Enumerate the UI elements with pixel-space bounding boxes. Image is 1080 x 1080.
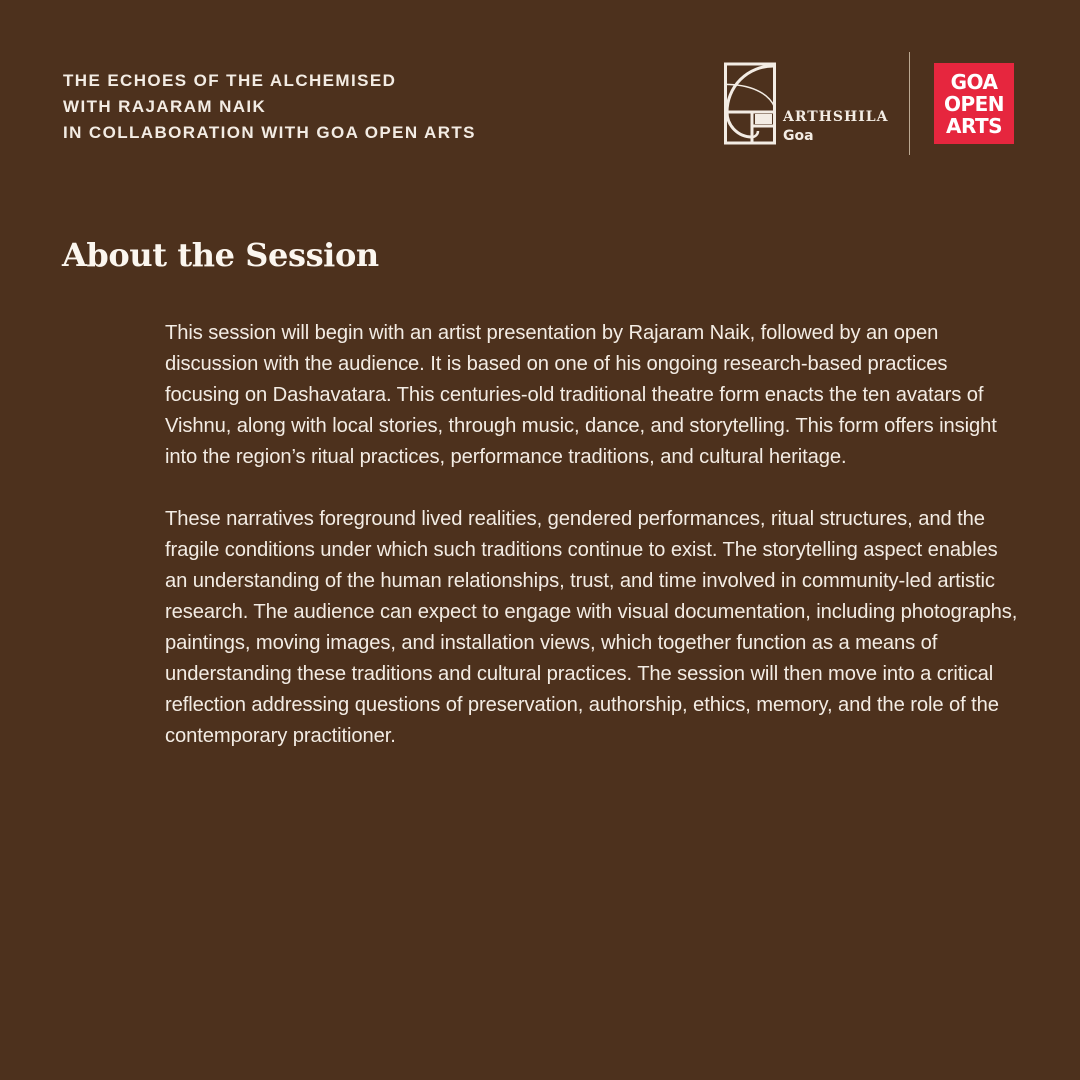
goa-open-arts-logo xyxy=(934,63,1014,144)
arthshila-arc-icon xyxy=(724,62,776,146)
section-title: About the Session xyxy=(62,236,379,274)
session-description xyxy=(165,318,1025,752)
event-collaboration: IN COLLABORATION WITH GOA OPEN ARTS xyxy=(63,123,476,142)
goa-logo-line: OPEN xyxy=(943,91,1005,116)
event-artist: WITH RAJARAM NAIK xyxy=(63,97,267,116)
goa-logo-line: ARTS xyxy=(945,113,1003,138)
arthshila-logo xyxy=(724,62,889,146)
event-title: THE ECHOES OF THE ALCHEMISED xyxy=(63,71,397,90)
description-paragraph: This session will begin with an artist presentation by Rajaram Naik, followed by an open discussion with the audience. It is based on one of his ongoing research-based practices focusing on Dashavatara. This centuries-old traditional theatre form enacts the ten avatars of Vishnu, along with local stories, through music, dance, and storytelling. This form offers insight into the region’s ritual practices, performance traditions, and cultural heritage. xyxy=(165,322,997,468)
arthshila-name: ARTHSHILA xyxy=(783,109,889,125)
event-header xyxy=(63,68,683,146)
description-paragraph: These narratives foreground lived realities, gendered performances, ritual structures, and the fragile conditions under which such traditions continue to exist. The storytelling aspect enables an understanding of the human relationships, trust, and time involved in community-led artistic research. The audience can expect to engage with visual documentation, including photographs, paintings, moving images, and installation views, which together function as a means of understanding these traditions and cultural practices. The session will then move into a critical reflection addressing questions of preservation, authorship, ethics, memory, and the role of the contemporary practitioner. xyxy=(165,508,1018,747)
partner-logos xyxy=(724,50,1016,158)
goa-logo-line: GOA xyxy=(950,69,998,94)
arthshila-place: Goa xyxy=(783,128,814,144)
logo-divider xyxy=(909,52,910,155)
